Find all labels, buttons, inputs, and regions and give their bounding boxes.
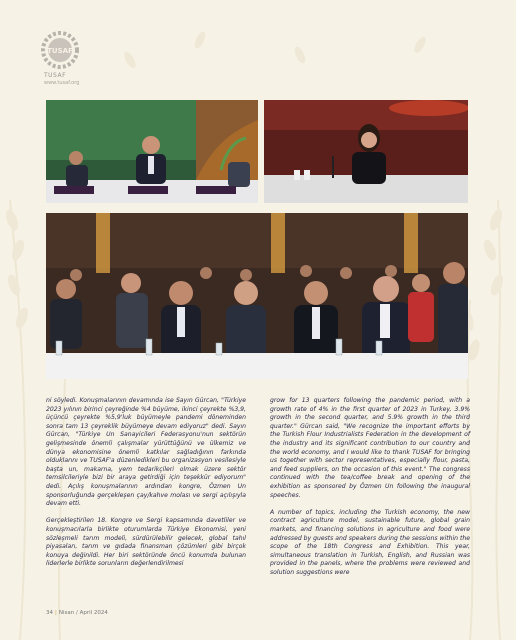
article-column-english (270, 397, 470, 586)
page-footer (46, 610, 108, 616)
photo-panel-speaker (46, 100, 258, 203)
tusaf-logo (40, 30, 80, 70)
photo-audience (46, 213, 468, 379)
article-paragraph: A number of topics, including the Turkish economy, the new contract agriculture model, sustainable future, global grain markets, and financing solutions in agriculture and food were addressed by guests and speakers during the sessions within the scope of the 18th Congress and Exhibition. This year, simultaneous translation in Turkish, English, and Russian was provided in the panels, where the problems were reviewed and solution suggestions were (270, 508, 470, 576)
article-paragraph: grow for 13 quarters following the pandemic period, with a growth rate of 4% in the first quarter of 2023 in Turkey, 3.9% growth in the second quarter, and 5.9% growth in the third quarter." Gürcan said, "We recognize the important efforts by the Turkish Flour Industrialists Federation in the development of the industry and its significant contribution to our country and the world economy, and I would like to thank TUSAF for bringing us together with sector representatives, especially flour, pasta, and feed suppliers, on the occasion of this event." The congress continued with the tea/coffee break and opening of the exhibition as sponsored by Özmen Un following the inaugural speeches. (270, 397, 470, 499)
article-column-turkish (46, 397, 246, 577)
article-paragraph: ni söyledi. Konuşmalarının devamında ise Sayın Gürcan, "Türkiye 2023 yılının birinci çeyreğinde %4 büyüme, ikinci çeyrekte %3,9, üçüncü çeyrekte %5,9'luk büyümeyle pandemi döneminden sonra tam 13 çeyreklik büyümeye devam ediyoruz" dedi. Sayın Gürcan, "Türkiye Un Sanayicileri Federasyonu'nun sektörün gelişmesinde önemli çalışmalar yürüttüğünü ve ülkemiz ve dünya ekonomisine önemli katkılar sağladığının farkında olduklarını ve TUSAF'a düzenledikleri bu organizasyon vesilesiyle başta un, makarna, yem tedarikçileri olmak üzere sektör temsilcileriyle bizi bir araya getirdiği için teşekkür ediyorum" dedi. Açılış konuşmalarının ardından kongre, Özmen Un sponsorluğunda gerçekleşen çay/kahve molası ve sergi açılışıyla devam etti. (46, 397, 246, 508)
article-paragraph: Gerçekleştirilen 18. Kongre ve Sergi kapsamında davetliler ve konuşmacılarla birlikte oturumlarda Türkiye Ekonomisi, yeni sözleşmeli tarım modeli, sürdürülebilir gelecek, global tahıl piyasaları, tarım ve gıdada finansman çözümleri gibi birçok konuya değinildi. Her biri sektöründe öncü konumda bulunan liderlerle birlikte sorunların değerlendirilmesi (46, 517, 246, 568)
brand-name: TUSAF (44, 72, 67, 79)
footer-separator: | (55, 610, 57, 616)
issue-date: Nisan / April 2024 (58, 610, 108, 616)
svg-text:TUSAF: TUSAF (47, 47, 73, 55)
photo-woman-speaker (264, 100, 468, 203)
brand-url: www.tusaf.org (44, 80, 80, 86)
page-number: 34 (46, 610, 53, 616)
